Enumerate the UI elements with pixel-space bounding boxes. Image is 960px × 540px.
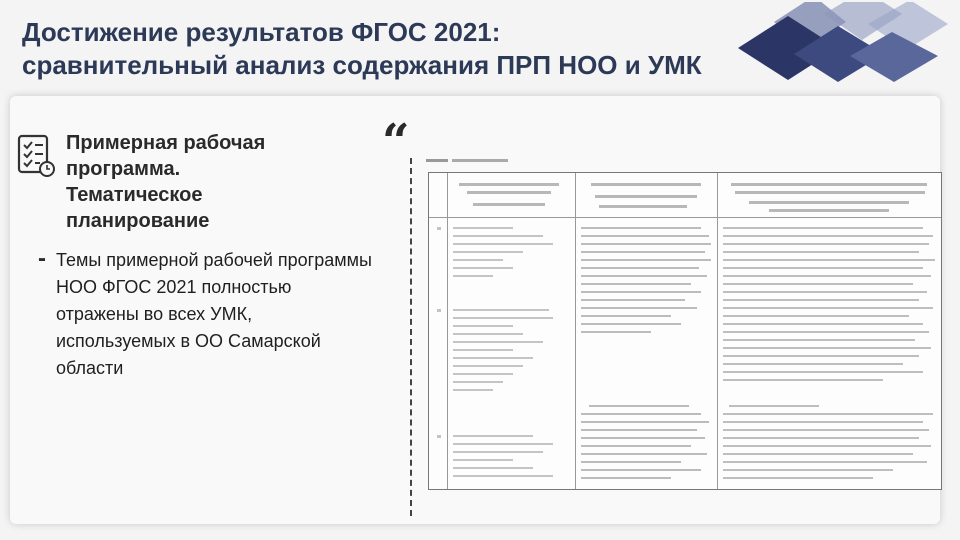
scanned-table-texture [429,173,941,489]
section-heading-line-4: планирование [66,210,210,232]
diamond-logo-icon [734,2,950,86]
scanned-table [428,172,942,490]
section-heading-line-1: Примерная рабочая [66,132,266,154]
slide-title-line-1: Достижение результатов ФГОС 2021: [22,17,501,47]
slide-title [22,16,742,82]
section-heading-line-2: программа. [66,158,181,180]
dashed-divider [410,158,412,516]
slide-title-line-2: сравнительный анализ содержания ПРП НОО и УМК [22,50,702,80]
section-heading [66,130,366,234]
doc-caption-scribble [426,157,516,167]
section-heading-line-3: Тематическое [66,184,203,206]
quote-mark-icon: “ [382,114,410,170]
checklist-icon [16,134,56,178]
bullet-text: Темы примерной рабочей программы НОО ФГОС 2021 полностью отражены во всех УМК, используемых в ОО Самарской области [56,250,372,378]
bullet-marker: - [38,245,46,272]
